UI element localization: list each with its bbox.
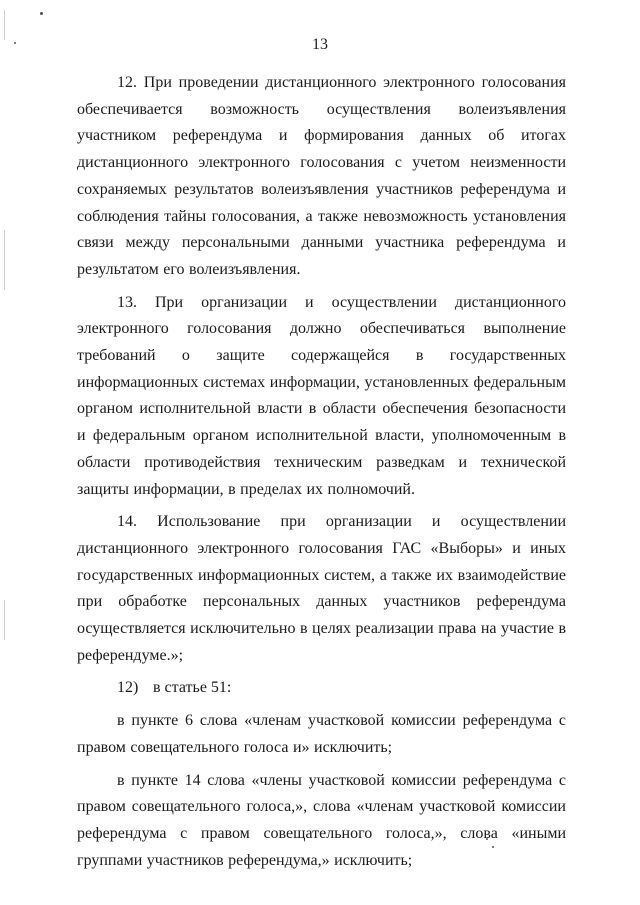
list-item-text: в статье 51: — [153, 679, 232, 697]
subparagraph-point-6: в пункте 6 слова «членам участковой комиссии референдума с правом совещательного голоса и» исключить; — [77, 712, 566, 756]
list-item-12 — [77, 675, 566, 702]
page-number: 13 — [312, 36, 328, 53]
scan-edge-line — [4, 600, 5, 640]
scan-speck — [40, 12, 43, 15]
list-item-number: 12) — [117, 679, 139, 697]
document-body — [77, 70, 566, 874]
paragraph-14: 14. Использование при организации и осуществлении дистанционного электронного голосования ГАС «Выборы» и иных государственных информационных систем, а также их взаимодействие при обработке персональных данных участников референдума осуществляется исключительно в целях реализации права на участие в референдуме.»; — [77, 513, 566, 664]
paragraph-13: 13. При организации и осуществлении дистанционного электронного голосования должно обеспечиваться выполнение требований о защите содержащейся в государственных информационных системах информации, установленных федеральным органом исполнительной власти в области обеспечения безопасности и федеральным органом исполнительной власти, уполномоченным в области противодействия техническим разведкам и технической защиты информации, в пределах их полномочий. — [77, 293, 566, 498]
subparagraph-point-14: в пункте 14 слова «члены участковой комиссии референдума с правом совещательного голоса,», слова «членам участковой комиссии референдума с правом совещательного голоса,», слова «иными группами участников референдума,» исключить; — [77, 771, 566, 869]
paragraph-12: 12. При проведении дистанционного электронного голосования обеспечивается возможность осуществления волеизъявления участником референдума и формирования данных об итогах дистанционного электронного голосования с учетом неизменности сохраняемых результатов волеизъявления участников референдума и соблюдения тайны голосования, а также невозможность установления связи между персональными данными участника референдума и результатом его волеизъявления. — [77, 74, 566, 278]
scan-edge-line — [4, 230, 5, 290]
